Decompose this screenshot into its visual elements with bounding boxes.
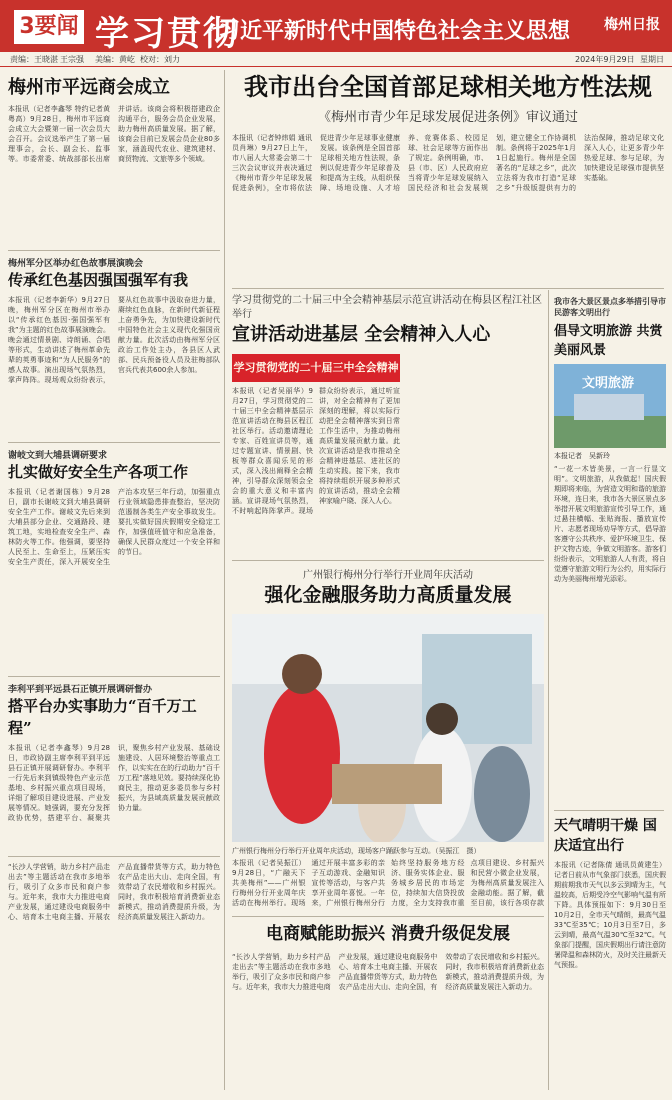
column-divider-left — [224, 70, 225, 1090]
article-safety — [8, 448, 220, 672]
headline: 扎实做好安全生产各项工作 — [8, 463, 189, 481]
divider — [8, 856, 220, 857]
meta-line — [0, 52, 672, 67]
kicker: 谢岐文到大埔县调研要求 — [8, 451, 108, 461]
column-divider-right — [548, 290, 549, 1090]
divider — [8, 250, 220, 251]
article-bank — [232, 566, 544, 912]
divider — [8, 442, 220, 443]
article-project — [8, 682, 220, 852]
byline: 本报记者 吴新玲 — [554, 452, 610, 460]
headline: 天气晴明干燥 国庆适宜出行 — [554, 818, 657, 854]
kicker: 广州银行梅州分行举行开业周年庆活动 — [303, 570, 473, 581]
photo-caption: 广州银行梅州分行举行开业周年庆活动，现场客户踊跃参与互动。（吴振江 摄） — [232, 847, 481, 855]
article-body: 本报讯（记者谢国栋）9月28日，副市长谢岐文到大埔县调研安全生产工作。谢岐文先后来到大埔县部分企业、交通路段、建筑工地，实地检查安全生产、森林防火等工作。他强调，要坚持人民至上、生命至上，压紧压实安全生产责任，深入开展安全生产治本攻坚三年行动，加强重点行业领域隐患排查整治，坚决防范遏制各类生产安全事故发生。要扎实做好国庆假期安全稳定工作，加强值班值守和应急准备，确保人民群众度过一个安全祥和的节日。 — [8, 488, 220, 566]
headline: 梅州市平远商会成立 — [8, 77, 170, 98]
article-body: 本报讯（记者陈倩 通讯员黄建生）记者日前从市气象部门获悉，国庆假期前期我市天气以多云到晴为主，气温较高，后期受冷空气影响气温有所下降。具体预报如下：9月30日至10月2日，全市天气晴朗，最高气温33℃至35℃；10月3日至7日，多云到晴，最高气温30℃至32℃。气象部门提醒，国庆假期出行请注意防暑降温和森林防火，及时关注最新天气预报。 — [554, 861, 666, 969]
article-ecommerce-body: “长沙人学营销，助力乡村产品走出去”等主题活动在我市多地举行，吸引了众多市民和商户参与。近年来，我市大力推进电商产业发展，通过建设电商服务中心、培育本土电商主播、开展农产品直播带货等方式，助力特色农产品走出大山、走向全国，有效带动了农民增收和乡村振兴。同时，我市积极培育消费新业态新模式，推动消费提质升级，为经济高质量发展注入新动力。 — [8, 863, 220, 921]
headline: 我市出台全国首部足球相关地方性法规 — [244, 72, 652, 101]
kicker: 学习贯彻党的二十届三中全会精神基层示范宣讲活动在梅县区程江社区举行 — [232, 295, 542, 320]
article-football-law — [232, 70, 664, 284]
newspaper-masthead: 梅州日报 — [604, 17, 660, 33]
headline: 搭平台办实事助力“百千万工程” — [8, 697, 197, 737]
tourism-photo — [554, 364, 666, 448]
kicker: 梅州军分区举办红色故事展演晚会 — [8, 259, 144, 269]
headline: 传承红色基因强国强军有我 — [8, 271, 189, 289]
article-chamber — [8, 76, 220, 248]
divider — [232, 288, 664, 289]
article-body: 本报讯（记者李新华）9月27日晚，梅州军分区在梅州市举办以“传承红色基因·强国强军有我”为主题的红色故事展演晚会。晚会通过情景剧、诗朗诵、合唱等形式，生动讲述了梅州革命先辈的英勇事迹和“为人民服务”的感人故事。演出现场气氛热烈，掌声阵阵。现场观众纷纷表示，要从红色故事中汲取奋进力量，赓续红色血脉，在新时代新征程上奋勇争先，为加快建设新时代中国特色社会主义现代化强国贡献力量。此次活动由梅州军分区政治工作处主办，各县区人武部、民兵预备役人员及驻梅部队官兵代表共600余人参加。 — [8, 296, 220, 384]
divider — [232, 916, 544, 917]
article-tourism — [554, 296, 666, 804]
article-body: “一花一木皆美景，一言一行显文明”。文明旅游，从我做起！国庆假期即将来临，为营造文明和谐的旅游环境，连日来，我市各大景区景点多举措开展文明旅游宣传引导工作，通过悬挂横幅、张贴海报、播放宣传片、志愿者现场劝导等方式，倡导游客遵守公共秩序、爱护环境卫生、保护文物古迹，争做文明游客。游客们纷纷表示，文明旅游人人有责，将自觉遵守旅游文明行为公约，用实际行动为美丽梅州增光添彩。 — [554, 465, 666, 583]
divider — [232, 560, 544, 561]
article-body: 本报讯（记者吴丽华）9月27日，学习贯彻党的二十届三中全会精神基层示范宣讲活动在梅县区程江社区举行。活动邀请理论专家、百姓宣讲员等，通过专题宣讲、情景剧、快板等群众喜闻乐见的形式，深入浅出阐释全会精神，引导群众深刻领会全会的重大意义和丰富内涵。宣讲现场气氛热烈，不时响起阵阵掌声。现场群众纷纷表示，通过听宣讲，对全会精神有了更加深刻的理解，将以实际行动把全会精神落实到日常工作生活中，为推动梅州高质量发展贡献力量。此次宣讲活动是我市推动全会精神进基层、进社区的生动实践。接下来，我市将持续组织开展多种形式的宣讲活动，推动全会精神家喻户晓、深入人心。 — [232, 387, 400, 515]
divider — [8, 676, 220, 677]
article-body: 本报讯（记者吴振江）9月28日，“广融天下 共美梅州”——广州银行梅州分行开业周年庆活动在梅州举行。现场通过开展丰富多彩的亲子互动游戏、金融知识宣传等活动，与客户共享开业周年喜悦。一年来，广州银行梅州分行始终坚持服务地方经济、服务实体企业、服务城乡居民的市场定位，持续加大信贷投放力度，全力支持我市重点项目建设、乡村振兴和民营小微企业发展，为梅州高质量发展注入金融动能。据了解，截至目前，该行各项存款 — [232, 859, 544, 907]
checker: 校对：刘力 — [140, 55, 180, 64]
reviewer: 美编：黄屹 — [95, 55, 135, 64]
article-red-story — [8, 256, 220, 440]
article-ecommerce — [232, 922, 544, 1092]
proofer: 王宗强 — [60, 55, 84, 64]
lecture-banner-photo: 学习贯彻党的二十届三中全会精神 — [232, 354, 400, 382]
issue-weekday: 星期日 — [640, 55, 664, 64]
kicker: 我市各大景区景点多举措引导市民游客文明出行 — [554, 297, 666, 317]
headline: 宣讲活动进基层 全会精神入人心 — [232, 324, 491, 345]
photo-illustration — [232, 614, 544, 842]
article-body: 本报讯（记者李鑫琴）9月28日，市政协副主席李利平到平远县石正镇开展调研督办。李利平一行先后来到镇级特色产业示范基地、乡村振兴重点项目现场，详细了解项目建设进展、产业发展等情况。她强调，要充分发挥政协优势，搭建平台、凝聚共识，聚焦乡村产业发展、基础设施建设、人居环境整治等重点工作，以实实在在的行动助力“百千万工程”落地见效。要持续深化协商民主，推动更多委员参与乡村振兴，为县域高质量发展贡献政协力量。 — [8, 744, 220, 822]
headline: 电商赋能助振兴 消费升级促发展 — [266, 924, 510, 944]
page-header — [0, 0, 672, 64]
headline: 强化金融服务助力高质量发展 — [264, 584, 512, 606]
photo-label: 文明旅游 — [582, 376, 635, 391]
headline: 倡导文明旅游 共赏美丽风景 — [554, 324, 663, 358]
article-body: 本报讯（记者李鑫琴 特约记者黄粤高）9月28日，梅州市平远商会成立大会暨第一届一次会员大会召开。会议选举产生了第一届理事会，会长、副会长、监事等。市委常委、统战部部长出席并讲话。该商会将积极搭建政企沟通平台，服务会员企业发展，助力梅州高质量发展。据了解，该商会目前已发展会员企业80多家，涵盖现代农业、建筑建材、商贸物流、文旅等多个领域。 — [8, 105, 220, 163]
kicker: 李利平到平远县石正镇开展调研督办 — [8, 685, 153, 695]
issue-date: 2024年9月29日 — [575, 55, 635, 64]
article-body: 本报讯（记者钟炜娟 通讯员肖琳）9月27日上午，市八届人大常委会第二十三次会议审议并表决通过《梅州市青少年足球发展促进条例》，全市将依法促进青少年足球事业健康发展。该条例是全国首部足球相关地方性法规，条例以促进青少年足球普及和提高为主线，从组织保障、场地设施、人才培养、竞赛体系、校园足球、社会足球等方面作出了规定。条例明确，市、县（市、区）人民政府应当将青少年足球发展纳入国民经济和社会发展规划，建立健全工作协调机制。条例将于2025年1月1日起施行。梅州是全国著名的“足球之乡”，此次立法将为我市打造“足球之乡”升级版提供有力的法治保障，推动足球文化深入人心，让更多青少年热爱足球、参与足球，为加快建设足球强市提供坚实基础。 — [232, 134, 664, 192]
bank-event-photo — [232, 614, 544, 842]
section-subtitle: 习近平新时代中国特色社会主义思想 — [218, 19, 571, 44]
divider — [554, 810, 664, 811]
subheadline: 《梅州市青少年足球发展促进条例》审议通过 — [317, 110, 578, 125]
page-number-tag: 3要闻 — [14, 10, 84, 44]
article-weather — [554, 816, 666, 1092]
editor: 责编：王晓湛 — [10, 55, 58, 64]
article-body: “长沙人学营销，助力乡村产品走出去”等主题活动在我市多地举行，吸引了众多市民和商户参与。近年来，我市大力推进电商产业发展，通过建设电商服务中心、培育本土电商主播、开展农产品直播带货等方式，助力特色农产品走出大山、走向全国，有效带动了农民增收和乡村振兴。同时，我市积极培育消费新业态新模式，推动消费提质升级，为经济高质量发展注入新动力。 — [232, 953, 544, 991]
section-title: 学习贯彻 — [95, 14, 239, 54]
article-lecture — [232, 294, 544, 556]
